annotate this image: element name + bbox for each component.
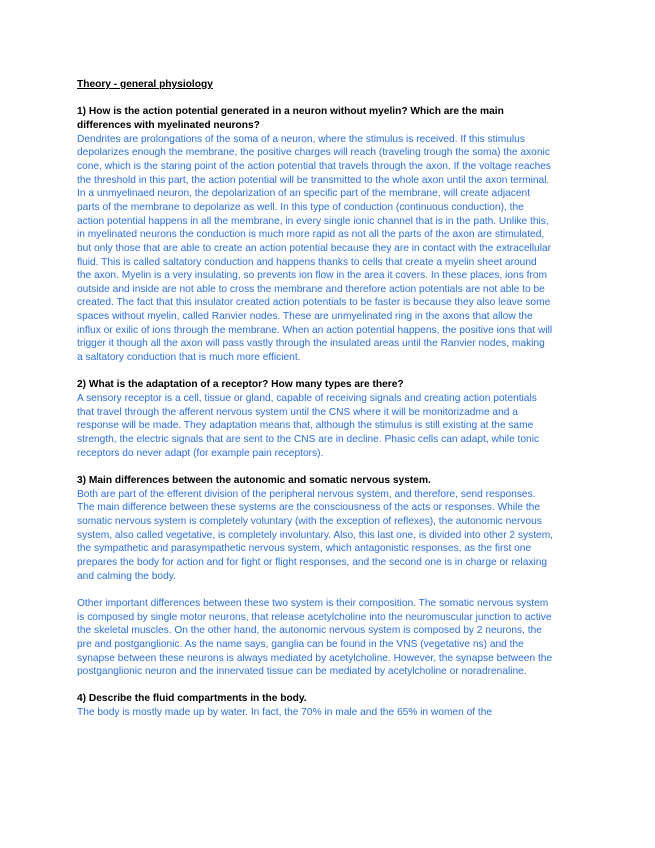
answer-paragraph: The body is mostly made up by water. In fact, the 70% in male and the 65% in women of the (77, 707, 493, 719)
question-heading: 3) Main differences between the autonomic and somatic nervous system. (77, 474, 431, 486)
section-spacer (77, 679, 553, 693)
section-1 (77, 105, 553, 364)
answer-paragraph: Both are part of the efferent division of the peripheral nervous system, and therefore, send responses. The main difference between these systems are the consciousness of the acts or responses. While the somatic nervous system is completely voluntary (with the exception of reflexes), the autonomic nervous system, also called vegetative, is completely involuntary. Also, this last one, is divided into other 2 system, the sympathetic and parasympathetic nervous system, which antagonistic responses, as the first one prepares the body for action and for fight or flight responses, and the second one is in charge or relaxing and calming the body. (77, 488, 554, 582)
section-3 (77, 474, 553, 679)
section-4 (77, 692, 553, 719)
paragraph-spacer (77, 583, 553, 597)
question-heading: 4) Describe the fluid compartments in the body. (77, 693, 307, 705)
section-2 (77, 378, 553, 460)
document-title: Theory - general physiology (77, 79, 213, 90)
answer-paragraph: A sensory receptor is a cell, tissue or gland, capable of receiving signals and creating action potentials that travel through the afferent nervous system until the CNS where it will be monitorizadme and a response will be made. They adaptation means that, although the stimulus is still existing at the same strength, the electric signals that are sent to the CNS are in decline. Phasic cells can adapt, while tonic receptors do never adapt (for example pain receptors). (77, 393, 540, 459)
document-page (77, 78, 553, 720)
answer-paragraph: Dendrites are prolongations of the soma of a neuron, where the stimulus is received. If this stimulus depolarizes enough the membrane, the positive charges will reach (traveling trough the soma) the axonic cone, which is the staring point of the action potential that travels through the axon. If the voltage reaches the threshold in this part, the action potential will be transmitted to the whole axon until the axon terminal. In a unmyelinaed neuron, the depolarization of an specific part of the membrane, will create adjacent parts of the membrane to depolarize as well. In this type of conduction (continuous conduction), the action potential happens in all the membrane, in every single ionic channel that is in the path. Unlike this, in myelinated neurons the conduction is much more rapid as not all the parts of the axon are stimulated, but only those that are able to create an action potential because they are in contact with the extracellular fluid. This is called saltatory conduction and happens thanks to cells that create a myelin sheet around the axon. Myelin is a very insulating, so prevents ion flow in the area it covers. In these places, ions from outside and inside are not able to cross the membrane and therefore action potentials are not able to be created. The fact that this insulator created action potentials to be faster is because they also leave some spaces without myelin, called Ranvier nodes. These are unmyelinated ring in the axons that allow the influx or exilic of ions through the membrane. When an action potential happens, the positive ions that will trigger it though all the axon will pass vastly through the insulated areas until the Ranvier nodes, making a saltatory conduction that is much more efficient. (77, 133, 553, 364)
section-spacer (77, 460, 553, 474)
question-heading: 2) What is the adaptation of a receptor? How many types are there? (77, 379, 404, 391)
section-spacer (77, 365, 553, 379)
question-heading: 1) How is the action potential generated in a neuron without myelin? Which are the main differences with myelinated neurons? (77, 106, 504, 131)
answer-paragraph: Other important differences between these two system is their composition. The somatic nervous system is composed by single motor neurons, that release acetylcholine into the neuromuscular junction to active the skeletal muscles. On the other hand, the autonomic nervous system is composed by 2 neurons, the pre and postganglionic. As the name says, ganglia can be found in the VNS (vegetative ns) and the synapse between these neurons is always mediated by acetylcholine. However, the synapse between the postganglionic neuron and the innervated tissue can be mediated by acetylcholine or noradrenaline. (77, 597, 553, 678)
